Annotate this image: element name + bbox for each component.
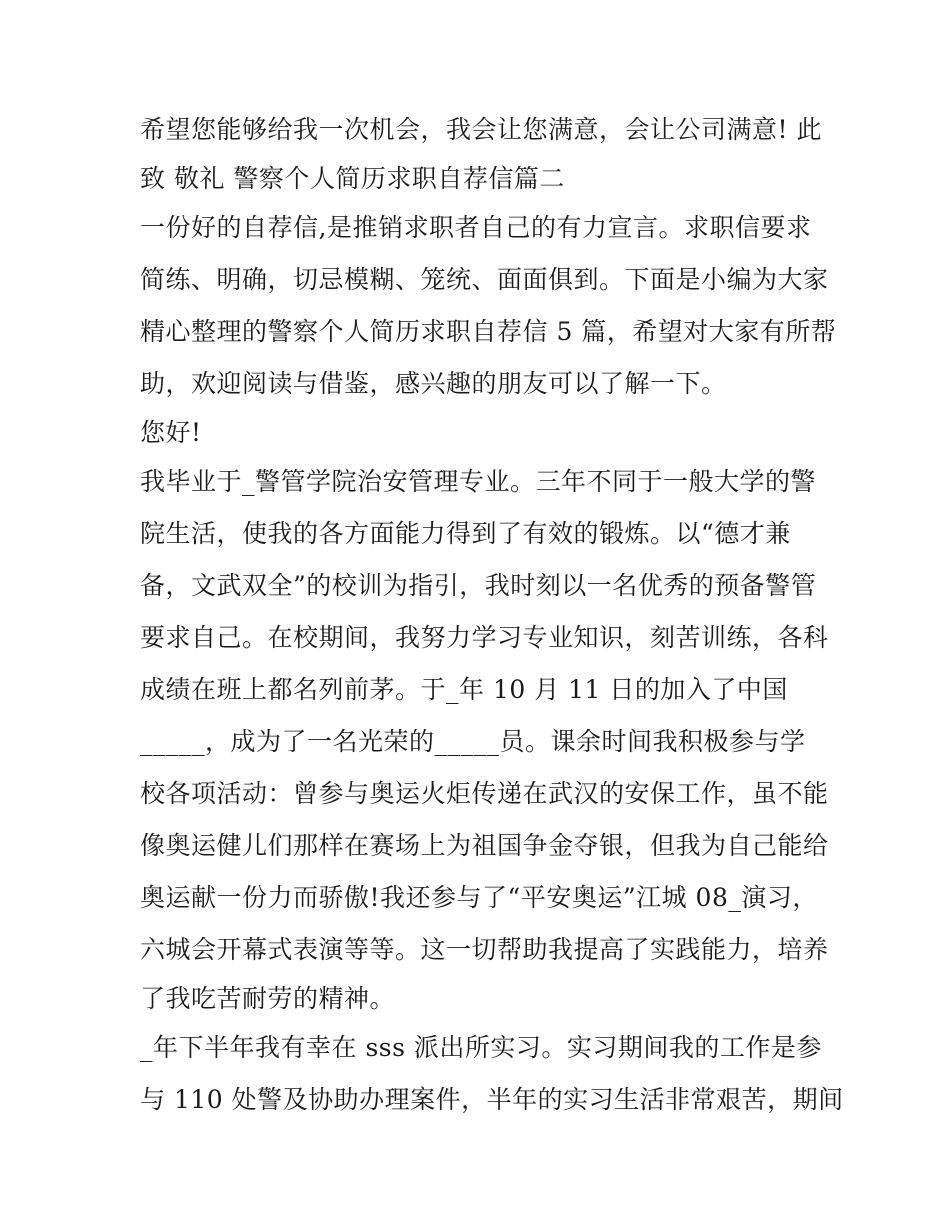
text-line: 校各项活动：曾参与奥运火炬传递在武汉的安保工作，虽不能 [140, 779, 829, 808]
text-line: 助，欢迎阅读与借鉴，感兴趣的朋友可以了解一下。 [140, 369, 727, 398]
text-line: _____，成为了一名光荣的_____员。课余时间我积极参与学 [140, 727, 806, 756]
text-line: 要求自己。在校期间，我努力学习专业知识，刻苦训练，各科 [140, 623, 829, 652]
text-line: 奥运献一份力而骄傲!我还参与了“平安奥运”江城 08_演习， [140, 883, 818, 912]
text-line: _年下半年我有幸在 sss 派出所实习。实习期间我的工作是参 [140, 1033, 822, 1062]
text-line: 了我吃苦耐劳的精神。 [140, 984, 396, 1013]
text-line: 精心整理的警察个人简历求职自荐信 5 篇，希望对大家有所帮 [140, 317, 837, 346]
greeting-line: 您好! [140, 418, 202, 447]
text-line: 与 110 处警及协助办理案件，半年的实习生活非常艰苦，期间 [140, 1085, 844, 1114]
text-line: 院生活，使我的各方面能力得到了有效的锻炼。以“德才兼 [140, 519, 791, 548]
text-line: 希望您能够给我一次机会，我会让您满意，会让公司满意! 此 [140, 115, 822, 144]
text-line: 六城会开幕式表演等等。这一切帮助我提高了实践能力，培养 [140, 935, 829, 964]
text-line: 像奥运健儿们那样在赛场上为祖国争金夺银，但我为自己能给 [140, 831, 829, 860]
document-body [140, 104, 844, 1126]
text-line: 简练、明确，切忌模糊、笼统、面面俱到。下面是小编为大家 [140, 265, 829, 294]
text-line: 致 敬礼 警察个人简历求职自荐信篇二 [140, 164, 565, 193]
text-line: 成绩在班上都名列前茅。于_年 10 月 11 日的加入了中国 [140, 675, 788, 704]
text-line: 我毕业于_警管学院治安管理专业。三年不同于一般大学的警 [140, 467, 817, 496]
text-line: 备，文武双全”的校训为指引，我时刻以一名优秀的预备警管 [140, 571, 817, 600]
text-line: 一份好的自荐信,是推销求职者自己的有力宣言。求职信要求 [140, 213, 812, 242]
